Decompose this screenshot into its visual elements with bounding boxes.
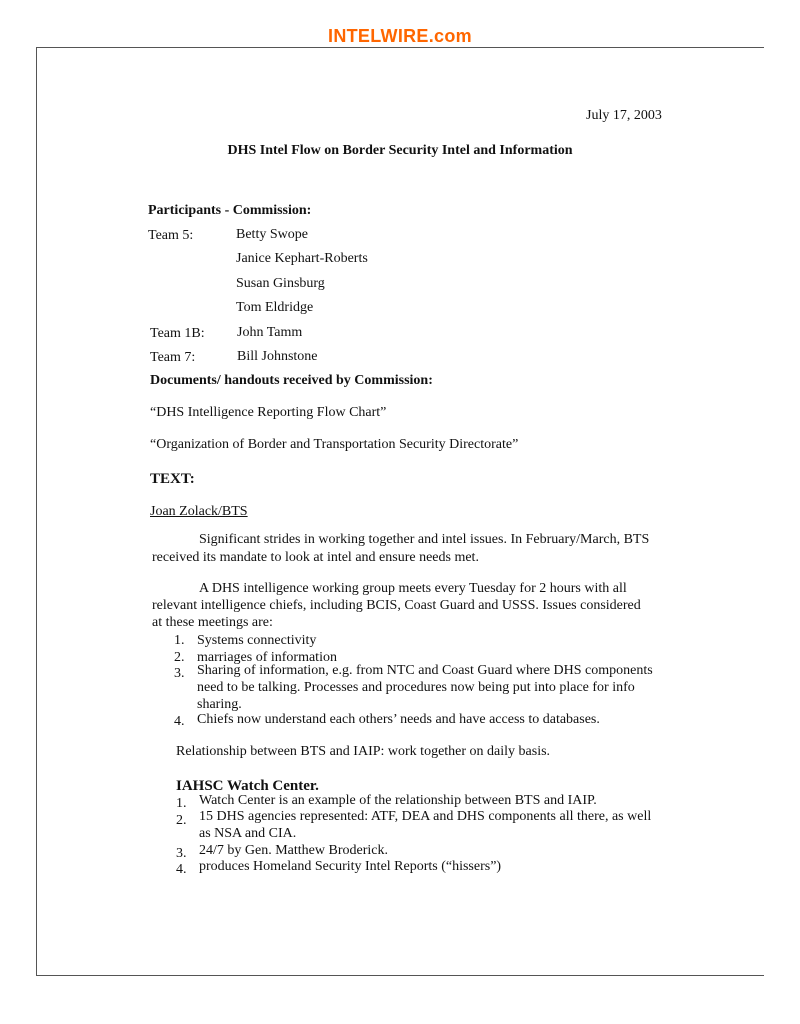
document-item: “Organization of Border and Transportation Security Directorate” [150,437,519,452]
participant-team: Team 7: [150,350,196,365]
participant-name: Bill Johnstone [237,349,318,364]
site-banner: INTELWIRE.com [328,26,472,46]
watch-item-number: 2. [176,813,187,828]
issue-number: 2. [174,650,185,665]
watch-item-text: produces Homeland Security Intel Reports (“hissers”) [199,859,502,874]
participants-heading: Participants - Commission: [148,203,312,218]
issue-text: marriages of information [197,650,337,665]
relationship-line: Relationship between BTS and IAIP: work together on daily basis. [176,744,551,759]
issue-text: need to be talking. Processes and procedures now being put into place for info [197,680,635,695]
participant-team: Team 5: [148,228,194,243]
paragraph-2-line: A DHS intelligence working group meets every Tuesday for 2 hours with all [199,581,627,596]
participant-name: John Tamm [237,325,303,340]
speaker-name: Joan Zolack/BTS [150,504,248,519]
watch-center-heading: IAHSC Watch Center. [176,778,319,794]
paragraph-1-line: received its mandate to look at intel and ensure needs met. [152,550,479,565]
issue-text: Systems connectivity [197,633,317,648]
document-item: “DHS Intelligence Reporting Flow Chart” [150,405,387,420]
issue-number: 4. [174,714,185,729]
issue-number: 1. [174,633,185,648]
document-title: DHS Intel Flow on Border Security Intel and Information [227,143,573,158]
issue-text: Chiefs now understand each others’ needs and have access to databases. [197,712,600,727]
watch-item-text: 15 DHS agencies represented: ATF, DEA and DHS components all there, as well [199,809,652,824]
left-border-line [36,47,37,976]
top-border-line [36,47,764,48]
paragraph-2-line: at these meetings are: [152,615,273,630]
watch-item-number: 1. [176,796,187,811]
participant-name: Janice Kephart-Roberts [236,251,368,266]
participant-team: Team 1B: [150,326,205,341]
paragraph-2-line: relevant intelligence chiefs, including BCIS, Coast Guard and USSS. Issues considered [152,598,641,613]
watch-item-text: 24/7 by Gen. Matthew Broderick. [199,843,388,858]
documents-heading: Documents/ handouts received by Commission: [150,373,433,388]
watch-item-number: 3. [176,846,187,861]
participant-name: Tom Eldridge [236,300,314,315]
text-heading: TEXT: [150,471,195,487]
issue-number: 3. [174,666,185,681]
participant-name: Susan Ginsburg [236,276,325,291]
bottom-border-line [36,975,764,976]
participant-name: Betty Swope [236,227,308,242]
issue-text: sharing. [197,697,242,712]
watch-item-number: 4. [176,862,187,877]
issue-text: Sharing of information, e.g. from NTC and Coast Guard where DHS components [197,663,653,678]
document-date: July 17, 2003 [586,108,662,123]
paragraph-1-line: Significant strides in working together and intel issues. In February/March, BTS [199,532,650,547]
watch-item-text: Watch Center is an example of the relationship between BTS and IAIP. [199,793,597,808]
watch-item-text: as NSA and CIA. [199,826,297,841]
